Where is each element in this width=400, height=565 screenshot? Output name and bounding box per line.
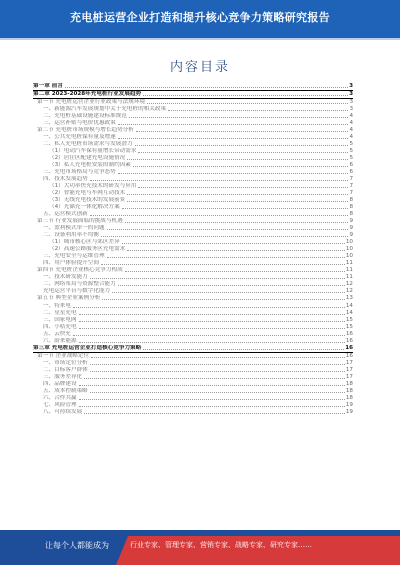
toc-entry[interactable] bbox=[33, 120, 353, 127]
toc-entry-page: 8 bbox=[349, 211, 353, 218]
toc-entry-page: 18 bbox=[345, 387, 353, 394]
toc-entry-page: 9 bbox=[349, 218, 353, 225]
toc-entry-page: 4 bbox=[349, 134, 353, 141]
toc-entry-page: 19 bbox=[345, 401, 353, 408]
toc-entry-page: 8 bbox=[349, 204, 353, 211]
toc-entry-page: 3 bbox=[349, 83, 353, 90]
toc-title: 内容目录 bbox=[169, 60, 230, 75]
toc-leader-dots bbox=[125, 271, 345, 272]
toc-entry-label: 第三节 行业发展面临的挑战与机遇 bbox=[37, 218, 123, 225]
toc-entry[interactable] bbox=[33, 113, 353, 120]
toc-entry[interactable] bbox=[33, 274, 353, 281]
toc-leader-dots bbox=[101, 236, 348, 237]
toc-leader-dots bbox=[138, 187, 348, 188]
toc-entry-page: 17 bbox=[345, 366, 353, 373]
toc-leader-dots bbox=[133, 166, 349, 167]
toc-entry[interactable] bbox=[33, 260, 353, 267]
toc-leader-dots bbox=[84, 378, 345, 379]
toc-leader-dots bbox=[127, 250, 345, 251]
toc-leader-dots bbox=[90, 371, 345, 372]
toc-leader-dots bbox=[79, 406, 345, 407]
toc-entry[interactable] bbox=[33, 106, 353, 113]
toc-entry[interactable] bbox=[33, 381, 353, 388]
toc-entry[interactable] bbox=[33, 190, 353, 197]
toc-entry[interactable] bbox=[33, 204, 353, 211]
toc-entry-page: 7 bbox=[349, 183, 353, 190]
toc-entry-label: （2）高速公路服务区充电需求 bbox=[49, 246, 126, 253]
toc-leader-dots bbox=[127, 194, 348, 195]
toc-leader-dots bbox=[84, 413, 345, 414]
toc-leader-dots bbox=[127, 159, 348, 160]
toc-entry-label: 三、充电安全与运维管理 bbox=[43, 253, 105, 260]
toc-entry[interactable] bbox=[33, 374, 353, 381]
toc-entry[interactable] bbox=[33, 281, 353, 288]
toc-entry-label: 二、星星充电 bbox=[43, 309, 77, 316]
footer-roles: 行业专家、管理专家、营销专家、战略专家、研究专家…… bbox=[130, 541, 312, 549]
toc-entry-label: （2）居住区配建充电设施情况 bbox=[49, 155, 126, 162]
toc-entry[interactable] bbox=[33, 310, 353, 317]
toc-entry-page: 5 bbox=[349, 155, 353, 162]
toc-entry-page: 16 bbox=[345, 352, 353, 359]
toc-entry[interactable] bbox=[33, 395, 353, 402]
toc-leader-dots bbox=[91, 357, 345, 358]
toc-entry-label: 六、蔚来能源 bbox=[43, 337, 77, 344]
toc-entry[interactable] bbox=[33, 253, 353, 260]
table-of-contents bbox=[33, 83, 353, 416]
toc-entry-label: 一、公共充电桩保有量及增速 bbox=[43, 134, 116, 141]
toc-entry-label: 二、网络布局与资源整合能力 bbox=[43, 281, 116, 288]
report-title: 充电桩运营企业打造和提升核心竞争力策略研究报告 bbox=[70, 11, 330, 24]
toc-entry[interactable] bbox=[33, 99, 353, 106]
toc-entry[interactable] bbox=[33, 345, 353, 353]
toc-leader-dots bbox=[73, 307, 345, 308]
toc-entry-label: 八、可持续发展 bbox=[43, 408, 83, 415]
toc-entry-label: （1）城市核心区与郊区差异 bbox=[49, 239, 120, 246]
toc-entry[interactable] bbox=[33, 317, 353, 324]
toc-leader-dots bbox=[107, 229, 349, 230]
toc-entry-label: （1）大功率快充技术的研发与应用 bbox=[49, 183, 137, 190]
toc-entry-page: 11 bbox=[345, 267, 353, 274]
toc-entry-page: 14 bbox=[345, 309, 353, 316]
toc-entry[interactable] bbox=[33, 197, 353, 204]
toc-entry-page: 16 bbox=[345, 344, 353, 351]
toc-entry[interactable] bbox=[33, 331, 353, 338]
toc-leader-dots bbox=[118, 173, 349, 174]
toc-entry-page: 6 bbox=[349, 169, 353, 176]
toc-entry-page: 16 bbox=[345, 337, 353, 344]
toc-entry-label: 三、服务差异化 bbox=[43, 373, 83, 380]
toc-entry-label: （3）私人充电桩安装的制约因素 bbox=[49, 162, 131, 169]
toc-entry-label: 一、特来电 bbox=[43, 302, 71, 309]
toc-entry-page: 11 bbox=[345, 274, 353, 281]
toc-entry-page: 5 bbox=[349, 148, 353, 155]
toc-entry[interactable] bbox=[33, 134, 353, 141]
toc-entry-label: 二、私人充电桩市场需求与发展潜力 bbox=[43, 141, 133, 148]
toc-entry-label: 四、技术发展趋势 bbox=[43, 176, 88, 183]
toc-entry-label: 四、小桔充电 bbox=[43, 323, 77, 330]
toc-entry[interactable] bbox=[33, 338, 353, 345]
toc-entry-page: 3 bbox=[349, 99, 353, 106]
toc-entry[interactable] bbox=[33, 169, 353, 176]
toc-entry-page: 9 bbox=[349, 232, 353, 239]
toc-leader-dots bbox=[79, 399, 345, 400]
toc-entry-label: （2）智能充电与车网互动技术 bbox=[49, 190, 126, 197]
toc-entry-label: 一、盈利模式单一的问题 bbox=[43, 225, 105, 232]
toc-entry-page: 10 bbox=[345, 253, 353, 260]
toc-leader-dots bbox=[79, 321, 345, 322]
toc-leader-dots bbox=[90, 180, 349, 181]
toc-leader-dots bbox=[90, 215, 349, 216]
toc-entry[interactable] bbox=[33, 353, 353, 360]
toc-entry[interactable] bbox=[33, 176, 353, 183]
toc-entry-label: 第一节 充电桩运营企业行业政策与法规环境 bbox=[37, 99, 146, 106]
toc-entry-page: 10 bbox=[345, 239, 353, 246]
toc-entry-page: 4 bbox=[349, 113, 353, 120]
toc-entry-page: 9 bbox=[349, 225, 353, 232]
toc-entry-page: 12 bbox=[345, 281, 353, 288]
toc-entry-page: 4 bbox=[349, 127, 353, 134]
toc-leader-dots bbox=[129, 117, 349, 118]
toc-leader-dots bbox=[107, 257, 345, 258]
toc-entry-page: 18 bbox=[345, 394, 353, 401]
toc-entry-label: 五、云快充 bbox=[43, 330, 71, 337]
footer-slogan: 让每个人都能成为 bbox=[45, 541, 109, 550]
toc-entry-label: （1）电动汽车保有量增长带动需求 bbox=[49, 148, 137, 155]
toc-entry-label: 第一章 前言 bbox=[33, 83, 63, 90]
toc-entry-page: 16 bbox=[345, 330, 353, 337]
toc-entry-page: 5 bbox=[349, 141, 353, 148]
toc-leader-dots bbox=[168, 110, 348, 111]
toc-entry[interactable] bbox=[33, 409, 353, 416]
toc-entry-label: 第一节 企业战略定位 bbox=[37, 352, 90, 359]
toc-entry-page: 7 bbox=[349, 176, 353, 183]
toc-entry[interactable] bbox=[33, 232, 353, 239]
toc-leader-dots bbox=[118, 285, 345, 286]
toc-entry-page: 3 bbox=[349, 106, 353, 113]
toc-entry-page: 7 bbox=[349, 190, 353, 197]
toc-leader-dots bbox=[143, 95, 348, 96]
toc-entry[interactable] bbox=[33, 302, 353, 309]
toc-entry-label: 三、运营补贴与电价优惠政策 bbox=[43, 120, 116, 127]
toc-entry-label: 第五节 典型企业案例分析 bbox=[37, 295, 101, 302]
toc-entry[interactable] bbox=[33, 211, 353, 218]
toc-entry[interactable] bbox=[33, 288, 353, 295]
toc-entry[interactable] bbox=[33, 155, 353, 162]
header-divider bbox=[0, 38, 400, 40]
toc-entry[interactable] bbox=[33, 148, 353, 155]
toc-leader-dots bbox=[122, 243, 345, 244]
toc-entry-page: 18 bbox=[345, 380, 353, 387]
toc-entry-label: 七、风险管理 bbox=[43, 401, 77, 408]
toc-entry-label: 第三章 充电桩运营企业打造核心竞争力策略 bbox=[33, 344, 142, 351]
toc-leader-dots bbox=[101, 264, 345, 265]
toc-entry[interactable] bbox=[33, 388, 353, 395]
toc-entry[interactable] bbox=[33, 218, 353, 225]
toc-leader-dots bbox=[79, 342, 345, 343]
toc-leader-dots bbox=[79, 314, 345, 315]
toc-entry-label: 三、充电市场格局与竞争态势 bbox=[43, 169, 116, 176]
toc-entry[interactable] bbox=[33, 225, 353, 232]
footer-banner bbox=[0, 522, 400, 565]
toc-entry-page: 14 bbox=[345, 302, 353, 309]
toc-leader-dots bbox=[79, 328, 345, 329]
toc-entry-label: （4）光储充一体化解决方案 bbox=[49, 204, 120, 211]
toc-entry[interactable] bbox=[33, 91, 353, 99]
toc-entry-page: 19 bbox=[345, 408, 353, 415]
toc-leader-dots bbox=[90, 278, 345, 279]
toc-entry[interactable] bbox=[33, 162, 353, 169]
toc-leader-dots bbox=[135, 145, 349, 146]
toc-leader-dots bbox=[112, 292, 345, 293]
toc-entry-label: 二、设备利用率不均衡 bbox=[43, 232, 99, 239]
report-header bbox=[0, 0, 400, 38]
toc-entry-page: 8 bbox=[349, 197, 353, 204]
toc-entry-label: 五、成本控制策略 bbox=[43, 387, 88, 394]
toc-entry-label: 一、技术研发能力 bbox=[43, 274, 88, 281]
toc-entry-label: 六、合作共赢 bbox=[43, 394, 77, 401]
toc-entry-page: 17 bbox=[345, 359, 353, 366]
toc-entry[interactable] bbox=[33, 360, 353, 367]
toc-entry-label: 第二节 充电桩市场规模与增长趋势分析 bbox=[37, 127, 134, 134]
toc-entry-label: 四、用户体验提升空间 bbox=[43, 260, 99, 267]
toc-entry[interactable] bbox=[33, 83, 353, 91]
toc-entry-page: 15 bbox=[345, 323, 353, 330]
toc-entry-page: 11 bbox=[345, 260, 353, 267]
toc-entry-page: 15 bbox=[345, 316, 353, 323]
toc-leader-dots bbox=[90, 364, 345, 365]
toc-entry-label: 一、新能源汽车发展规划中关于充电桩的相关政策 bbox=[43, 106, 167, 113]
toc-entry-label: 充电运营平台与数字化能力 bbox=[43, 288, 111, 295]
toc-leader-dots bbox=[138, 152, 348, 153]
toc-leader-dots bbox=[127, 201, 348, 202]
toc-leader-dots bbox=[79, 385, 345, 386]
toc-entry-page: 17 bbox=[345, 373, 353, 380]
toc-leader-dots bbox=[136, 131, 349, 132]
toc-leader-dots bbox=[90, 392, 345, 393]
toc-leader-dots bbox=[147, 103, 348, 104]
toc-leader-dots bbox=[125, 222, 349, 223]
toc-entry-label: 五、运营模式创新 bbox=[43, 211, 88, 218]
toc-entry[interactable] bbox=[33, 295, 353, 302]
toc-entry[interactable] bbox=[33, 402, 353, 409]
toc-entry-label: 一、市场定位分析 bbox=[43, 359, 88, 366]
toc-leader-dots bbox=[102, 299, 345, 300]
toc-entry-label: （3）无线充电技术的发展前景 bbox=[49, 197, 126, 204]
toc-leader-dots bbox=[122, 208, 349, 209]
toc-entry-label: 二、目标客户群体 bbox=[43, 366, 88, 373]
toc-entry-label: 第四节 充电桩企业核心竞争力构成 bbox=[37, 267, 123, 274]
toc-entry-label: 第二章 2023-2028年充电桩行业发展趋势 bbox=[33, 91, 142, 98]
toc-entry-page: 6 bbox=[349, 162, 353, 169]
toc-entry-label: 四、品牌建设 bbox=[43, 380, 77, 387]
toc-entry-page: 3 bbox=[349, 91, 353, 98]
toc-entry[interactable] bbox=[33, 127, 353, 134]
toc-entry-page: 4 bbox=[349, 120, 353, 127]
toc-leader-dots bbox=[118, 138, 349, 139]
toc-leader-dots bbox=[118, 124, 349, 125]
footer-top-strip bbox=[0, 522, 400, 530]
toc-leader-dots bbox=[143, 349, 344, 350]
toc-entry[interactable] bbox=[33, 367, 353, 374]
toc-leader-dots bbox=[73, 335, 345, 336]
toc-entry[interactable] bbox=[33, 239, 353, 246]
toc-entry-label: 三、国家电网 bbox=[43, 316, 77, 323]
toc-entry[interactable] bbox=[33, 183, 353, 190]
toc-entry-page: 10 bbox=[345, 246, 353, 253]
toc-entry[interactable] bbox=[33, 246, 353, 253]
toc-entry-page: 12 bbox=[345, 288, 353, 295]
toc-entry[interactable] bbox=[33, 141, 353, 148]
toc-entry-label: 二、充电桩基础设施建设标准规范 bbox=[43, 113, 127, 120]
toc-entry[interactable] bbox=[33, 267, 353, 274]
toc-entry[interactable] bbox=[33, 324, 353, 331]
toc-leader-dots bbox=[65, 87, 348, 88]
toc-entry-page: 13 bbox=[345, 295, 353, 302]
